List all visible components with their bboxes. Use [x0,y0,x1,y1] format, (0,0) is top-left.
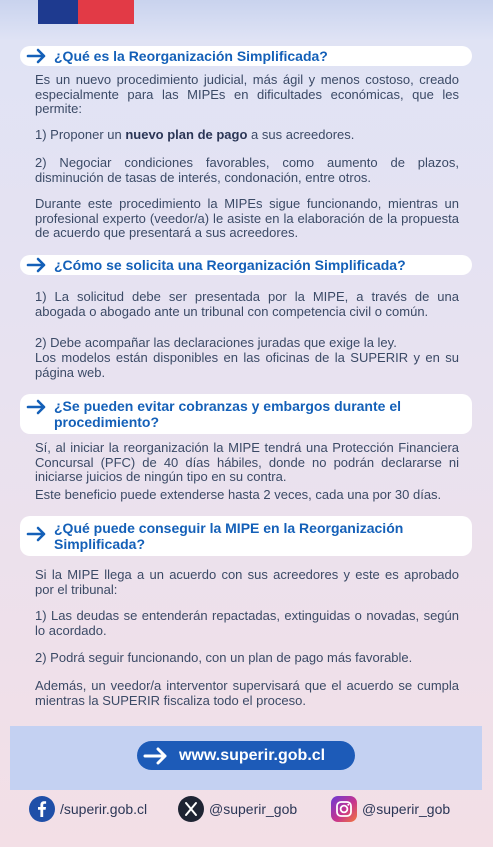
flag-blue-block [38,0,78,24]
question-3-heading [20,394,472,434]
arrow-right-icon [26,48,48,64]
instagram-link[interactable] [331,796,450,822]
section-3-note: Este beneficio puede extenderse hasta 2 veces, cada una por 30 días. [35,487,442,502]
item-1-before: 1) Proponer un [35,127,126,142]
section-1-item-1 [35,128,459,143]
question-4-text: ¿Qué puede conseguir la MIPE en la Reorganización Simplificada? [54,520,404,552]
section-1-closing: Durante este procedimiento la MIPEs sigue funcionando, mientras un profesional experto (veedor/a) le asiste en la elaboración de la propuesta de acuerdo que presentará a sus acreedores. [35,196,459,240]
instagram-handle: @superir_gob [362,801,451,817]
section-1-intro: Es un nuevo procedimiento judicial, más ágil y menos costoso, creado especialmente para las MIPEs en dificultades económicas, que les permite: [35,72,459,116]
question-2-text: ¿Cómo se solicita una Reorganización Simplificada? [54,257,406,273]
facebook-icon [29,796,55,822]
x-handle: @superir_gob [209,801,298,817]
flag-stripe [38,0,134,24]
arrow-right-icon [143,747,169,765]
question-3-text: ¿Se pueden evitar cobranzas y embargos durante el procedimiento? [54,398,401,430]
website-url: www.superir.gob.cl [179,746,326,764]
x-link[interactable] [178,796,297,822]
section-3-body: Sí, al iniciar la reorganización la MIPE tendrá una Protección Financiera Concursal (PFC) de 40 días hábiles, donde no podrán declararse ni iniciarse juicios de ningún tipo en su contra. [35,440,459,484]
item-1-bold: nuevo plan de pago [125,127,248,142]
question-4-heading [20,516,472,556]
x-icon [178,796,204,822]
section-2-item-2: 2) Debe acompañar las declaraciones juradas que exige la ley. [35,335,397,350]
item-1-after: a sus acreedores. [247,127,355,142]
section-4-intro: Si la MIPE llega a un acuerdo con sus acreedores y este es aprobado por el tribunal: [35,567,459,597]
facebook-link[interactable] [29,796,147,822]
question-1-text: ¿Qué es la Reorganización Simplificada? [54,48,328,64]
section-4-closing: Además, un veedor/a interventor supervisará que el acuerdo se cumpla mientras la SUPERIR fiscaliza todo el proceso. [35,678,459,708]
arrow-right-icon [26,526,48,542]
section-2-note: Los modelos están disponibles en las oficinas de la SUPERIR y en su página web. [35,350,459,380]
facebook-handle: /superir.gob.cl [60,801,148,817]
section-1-item-2: 2) Negociar condiciones favorables, como aumento de plazos, disminución de tasas de interés, condonación, entre otros. [35,155,459,185]
website-link[interactable] [137,741,355,770]
section-4-item-1: 1) Las deudas se entenderán repactadas, extinguidas o novadas, según lo acordado. [35,608,459,638]
arrow-right-icon [26,257,48,273]
section-2-item-1: 1) La solicitud debe ser presentada por la MIPE, a través de una abogada o abogado ante un tribunal con competencia civil o común. [35,289,459,319]
instagram-icon [331,796,357,822]
question-1-heading [20,46,472,66]
flag-red-block [78,0,134,24]
arrow-right-icon [26,399,48,415]
section-4-item-2: 2) Podrá seguir funcionando, con un plan de pago más favorable. [35,650,413,665]
question-2-heading [20,255,472,275]
